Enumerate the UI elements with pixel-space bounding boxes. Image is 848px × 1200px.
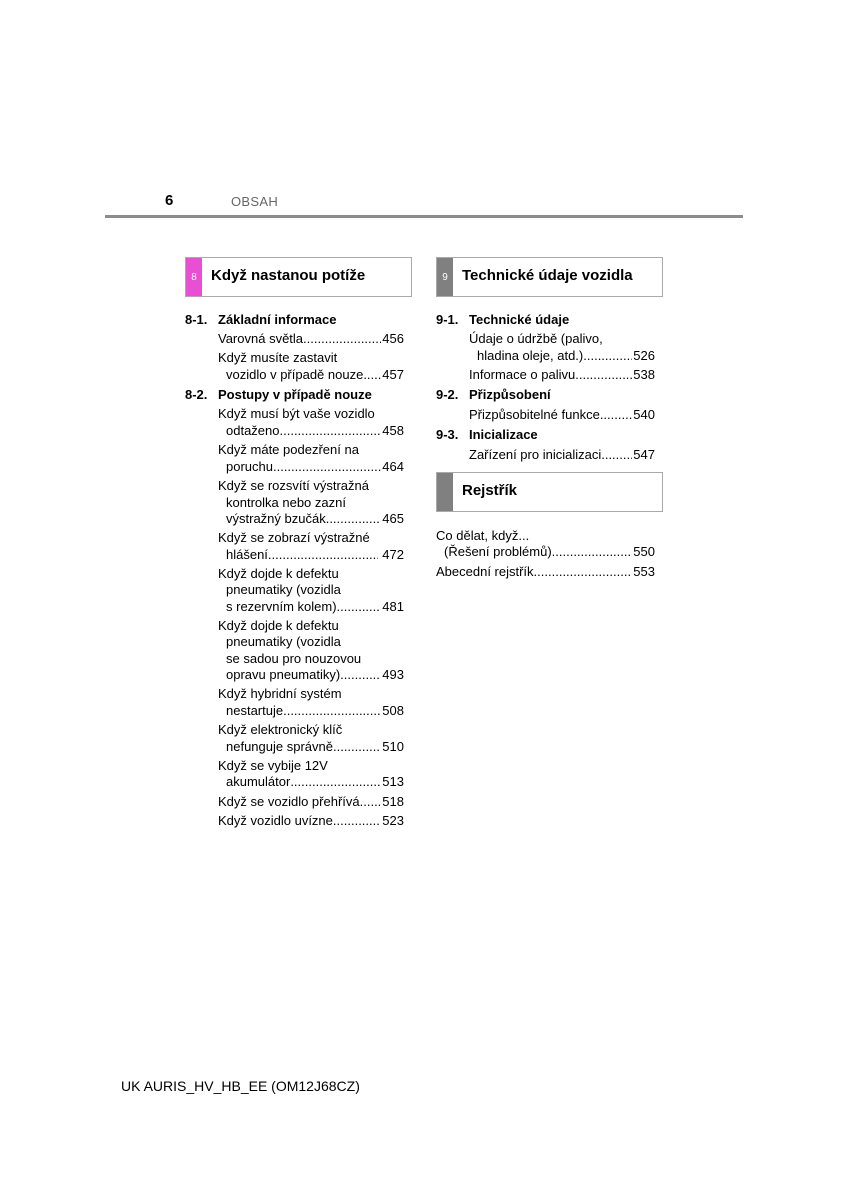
entry-line: Když hybridní systém [218, 686, 342, 701]
index-heading [436, 472, 663, 512]
toc-entry[interactable] [226, 423, 404, 439]
toc-entry[interactable] [477, 348, 655, 364]
entry-page: 550 [633, 544, 655, 559]
section-title: Inicializace [469, 427, 538, 442]
entry-page: 553 [633, 564, 655, 579]
chapter-9-tab: 9 [437, 258, 453, 296]
toc-entry[interactable] [218, 794, 404, 810]
chapter-9-heading [436, 257, 663, 297]
entry-page: 526 [633, 348, 655, 363]
toc-entry[interactable] [226, 774, 404, 790]
section-number: 9-3. [436, 427, 459, 442]
entry-page: 456 [382, 331, 404, 346]
entry-line: Když se rozsvítí výstražná [218, 478, 369, 493]
toc-entry[interactable] [226, 599, 404, 615]
chapter-8-heading [185, 257, 412, 297]
toc-entry[interactable] [444, 544, 655, 560]
entry-text: akumulátor [226, 774, 291, 789]
entry-text: odtaženo [226, 423, 280, 438]
entry-line: Když elektronický klíč [218, 722, 343, 737]
section-number: 8-1. [185, 312, 208, 327]
entry-page: 472 [382, 547, 404, 562]
entry-page: 523 [382, 813, 404, 828]
entry-text: Když vozidlo uvízne [218, 813, 333, 828]
toc-entry[interactable] [226, 367, 404, 383]
toc-entry[interactable] [218, 813, 404, 829]
index-title: Rejstřík [462, 482, 518, 499]
entry-text: nestartuje [226, 703, 284, 718]
entry-text: (Řešení problémů) [444, 544, 552, 559]
entry-page: 457 [382, 367, 404, 382]
section-title: Základní informace [218, 312, 337, 327]
index-tab [437, 473, 453, 511]
entry-text: Informace o palivu [469, 367, 576, 382]
toc-entry[interactable] [226, 511, 404, 527]
section-9-3[interactable] [436, 427, 538, 443]
entry-page: 465 [382, 511, 404, 526]
entry-page: 508 [382, 703, 404, 718]
entry-page: 538 [633, 367, 655, 382]
toc-entry[interactable] [436, 564, 655, 580]
toc-entry[interactable] [218, 331, 404, 347]
toc-entry[interactable] [226, 703, 404, 719]
entry-text: poruchu [226, 459, 273, 474]
entry-text: nefunguje správně [226, 739, 333, 754]
toc-entry[interactable] [469, 447, 655, 463]
toc-entry[interactable] [226, 739, 404, 755]
page-number: 6 [165, 192, 174, 209]
entry-line: Když musí být vaše vozidlo [218, 406, 375, 421]
entry-text: Zařízení pro inicializaci [469, 447, 602, 462]
entry-page: 510 [382, 739, 404, 754]
entry-text: s rezervním kolem) [226, 599, 337, 614]
entry-page: 458 [382, 423, 404, 438]
section-9-2[interactable] [436, 387, 551, 403]
section-number: 9-2. [436, 387, 459, 402]
entry-text: Přizpůsobitelné funkce [469, 407, 600, 422]
entry-page: 481 [382, 599, 404, 614]
section-8-2[interactable] [185, 387, 372, 403]
section-number: 8-2. [185, 387, 208, 402]
chapter-8-title: Když nastanou potíže [211, 267, 366, 284]
entry-line: Když dojde k defektu [218, 618, 339, 633]
entry-line: pneumatiky (vozidla [226, 634, 341, 649]
entry-text: výstražný bzučák [226, 511, 326, 526]
entry-page: 493 [382, 667, 404, 682]
entry-line: Když máte podezření na [218, 442, 359, 457]
entry-line: Když dojde k defektu [218, 566, 339, 581]
header-title: OBSAH [231, 194, 279, 209]
chapter-8-tab: 8 [186, 258, 202, 296]
entry-text: Když se vozidlo přehřívá [218, 794, 360, 809]
entry-line: Když se zobrazí výstražné [218, 530, 370, 545]
toc-entry[interactable] [226, 667, 404, 683]
entry-text: vozidlo v případě nouze [226, 367, 364, 382]
entry-page: 540 [633, 407, 655, 422]
header-rule [105, 215, 743, 218]
entry-text: Varovná světla [218, 331, 304, 346]
section-title: Technické údaje [469, 312, 570, 327]
entry-text: opravu pneumatiky) [226, 667, 341, 682]
entry-page: 518 [382, 794, 404, 809]
entry-line: Údaje o údržbě (palivo, [469, 331, 603, 346]
entry-text: Abecední rejstřík [436, 564, 534, 579]
footer-code: UK AURIS_HV_HB_EE (OM12J68CZ) [121, 1078, 360, 1094]
toc-entry[interactable] [469, 367, 655, 383]
section-number: 9-1. [436, 312, 459, 327]
chapter-9-title: Technické údaje vozidla [462, 267, 633, 284]
entry-text: hladina oleje, atd.) [477, 348, 584, 363]
entry-page: 513 [382, 774, 404, 789]
entry-line: pneumatiky (vozidla [226, 582, 341, 597]
entry-line: kontrolka nebo zazní [226, 495, 346, 510]
entry-line: Co dělat, když... [436, 528, 530, 543]
entry-line: Když se vybije 12V [218, 758, 328, 773]
entry-line: Když musíte zastavit [218, 350, 338, 365]
entry-text: hlášení [226, 547, 268, 562]
toc-entry[interactable] [226, 459, 404, 475]
entry-page: 464 [382, 459, 404, 474]
section-8-1[interactable] [185, 312, 336, 328]
entry-page: 547 [633, 447, 655, 462]
section-title: Postupy v případě nouze [218, 387, 372, 402]
toc-entry[interactable] [226, 547, 404, 563]
section-title: Přizpůsobení [469, 387, 551, 402]
section-9-1[interactable] [436, 312, 569, 328]
toc-entry[interactable] [469, 407, 655, 423]
entry-line: se sadou pro nouzovou [226, 651, 362, 666]
